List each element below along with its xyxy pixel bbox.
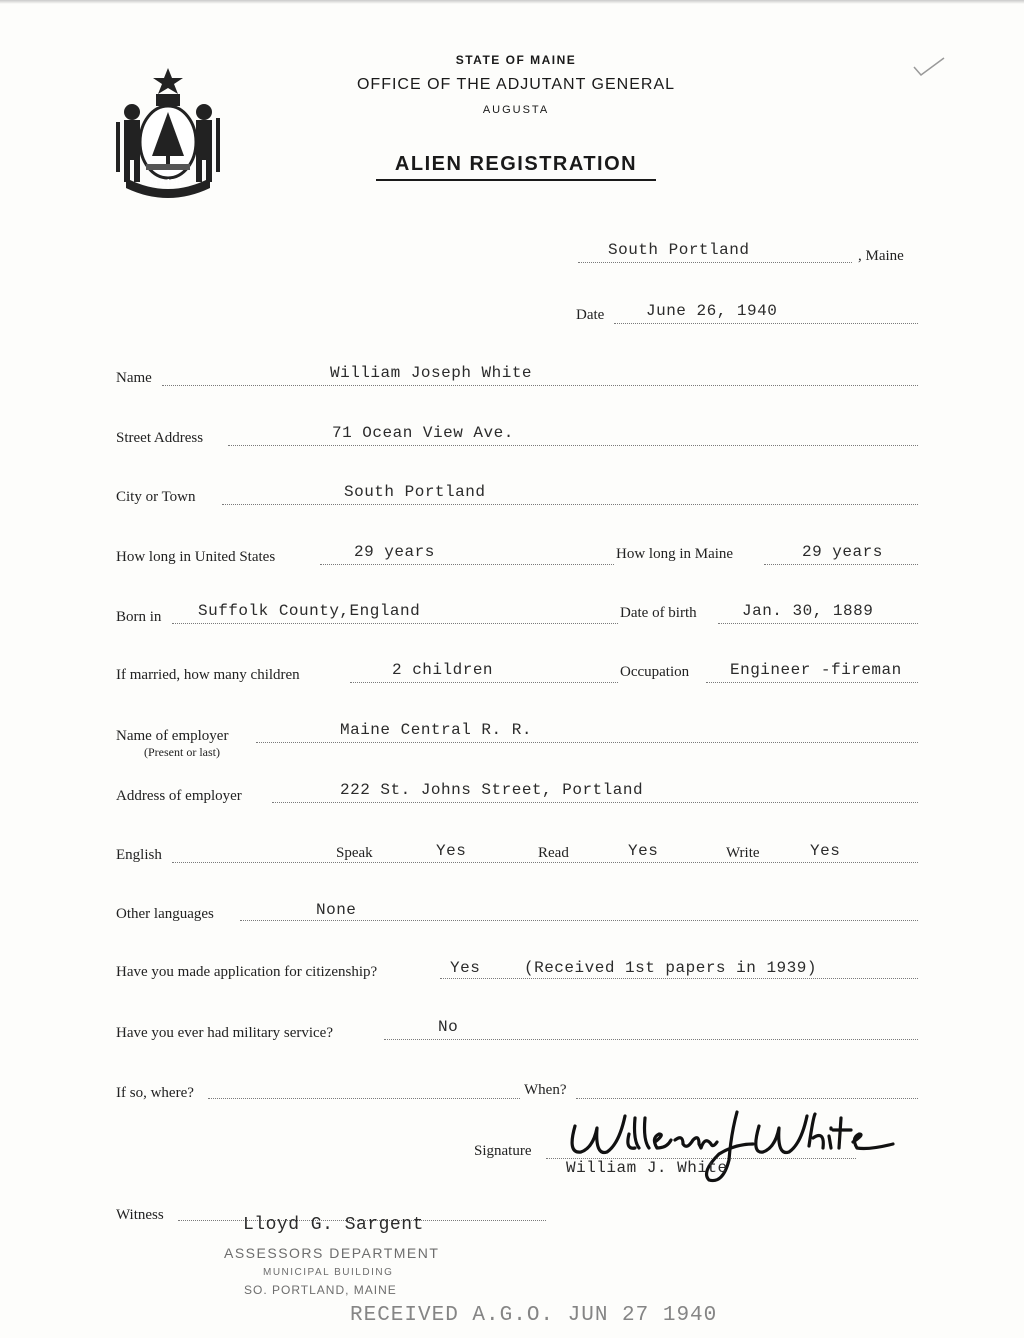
maine-duration-line — [764, 563, 918, 565]
born-in-line — [172, 622, 618, 624]
speak-label: Speak — [336, 845, 373, 861]
us-duration-value: 29 years — [354, 543, 435, 561]
city-value: South Portland — [344, 483, 486, 501]
citizenship-label: Have you made application for citizenship? — [116, 964, 378, 980]
header-city: AUGUSTA — [482, 104, 550, 116]
other-languages-line — [240, 919, 918, 921]
us-duration-line — [320, 563, 614, 565]
employer-address-value: 222 St. Johns Street, Portland — [340, 781, 644, 799]
read-value: Yes — [628, 842, 659, 860]
occupation-label: Occupation — [620, 664, 690, 680]
street-value: 71 Ocean View Ave. — [332, 424, 514, 442]
city-label: City or Town — [116, 489, 196, 505]
maine-duration-label: How long in Maine — [616, 546, 734, 562]
when-line — [576, 1097, 918, 1099]
employer-address-line — [272, 801, 918, 803]
born-in-value: Suffolk County,England — [198, 602, 421, 620]
stamp-line-3: SO. PORTLAND, MAINE — [244, 1283, 397, 1297]
date-line — [614, 322, 918, 324]
name-label: Name — [116, 370, 152, 386]
children-line — [350, 681, 618, 683]
employer-label: Name of employer — [116, 728, 229, 744]
town-line — [578, 261, 852, 263]
write-value: Yes — [810, 842, 841, 860]
birth-date-value: Jan. 30, 1889 — [742, 602, 874, 620]
handwritten-signature — [563, 1104, 903, 1196]
witness-typed: Lloyd G. Sargent — [243, 1215, 424, 1235]
occupation-line — [706, 681, 918, 683]
children-label: If married, how many children — [116, 667, 300, 683]
name-line — [162, 384, 918, 386]
employer-value: Maine Central R. R. — [340, 721, 532, 739]
city-line — [222, 503, 918, 505]
stamp-line-1: ASSESSORS DEPARTMENT — [224, 1245, 440, 1261]
header-office: OFFICE OF THE ADJUTANT GENERAL — [356, 76, 676, 93]
other-languages-label: Other languages — [116, 906, 214, 922]
citizenship-value: Yes — [450, 959, 481, 977]
signature-label: Signature — [474, 1143, 532, 1159]
form-title: ALIEN REGISTRATION — [394, 153, 638, 175]
citizenship-note: (Received 1st papers in 1939) — [524, 959, 817, 977]
where-label: If so, where? — [116, 1085, 194, 1101]
employer-sublabel: (Present or last) — [144, 745, 220, 759]
employer-line — [256, 741, 918, 743]
when-label: When? — [524, 1082, 567, 1098]
other-languages-value: None — [316, 901, 357, 919]
citizenship-line — [440, 977, 918, 979]
street-line — [228, 444, 918, 446]
header-state: STATE OF MAINE — [455, 53, 577, 67]
speak-value: Yes — [436, 842, 467, 860]
name-value: William Joseph White — [330, 364, 533, 382]
read-label: Read — [538, 845, 569, 861]
military-line — [384, 1038, 918, 1040]
checkmark-icon — [912, 55, 946, 77]
us-duration-label: How long in United States — [116, 549, 276, 565]
state-suffix: , Maine — [858, 248, 904, 264]
seal-banner-text: MAINE — [149, 178, 187, 189]
town-value: South Portland — [608, 241, 750, 259]
english-label: English — [116, 847, 162, 863]
title-underline — [376, 179, 656, 181]
maine-duration-value: 29 years — [802, 543, 883, 561]
write-label: Write — [726, 845, 760, 861]
born-in-label: Born in — [116, 609, 162, 625]
stamp-line-2: MUNICIPAL BUILDING — [263, 1267, 394, 1278]
scan-edge — [0, 0, 1024, 4]
employer-address-label: Address of employer — [116, 788, 242, 804]
received-stamp: RECEIVED A.G.O. JUN 27 1940 — [350, 1304, 718, 1327]
birth-date-line — [718, 622, 918, 624]
birth-date-label: Date of birth — [620, 605, 697, 621]
occupation-value: Engineer -fireman — [730, 661, 902, 679]
signature-typed: William J. White — [566, 1159, 728, 1177]
children-value: 2 children — [392, 661, 494, 679]
where-line — [208, 1097, 520, 1099]
witness-label: Witness — [116, 1207, 164, 1223]
date-value: June 26, 1940 — [646, 302, 778, 320]
date-label: Date — [576, 307, 605, 323]
street-label: Street Address — [116, 430, 204, 446]
military-value: No — [438, 1018, 459, 1036]
military-label: Have you ever had military service? — [116, 1025, 333, 1041]
